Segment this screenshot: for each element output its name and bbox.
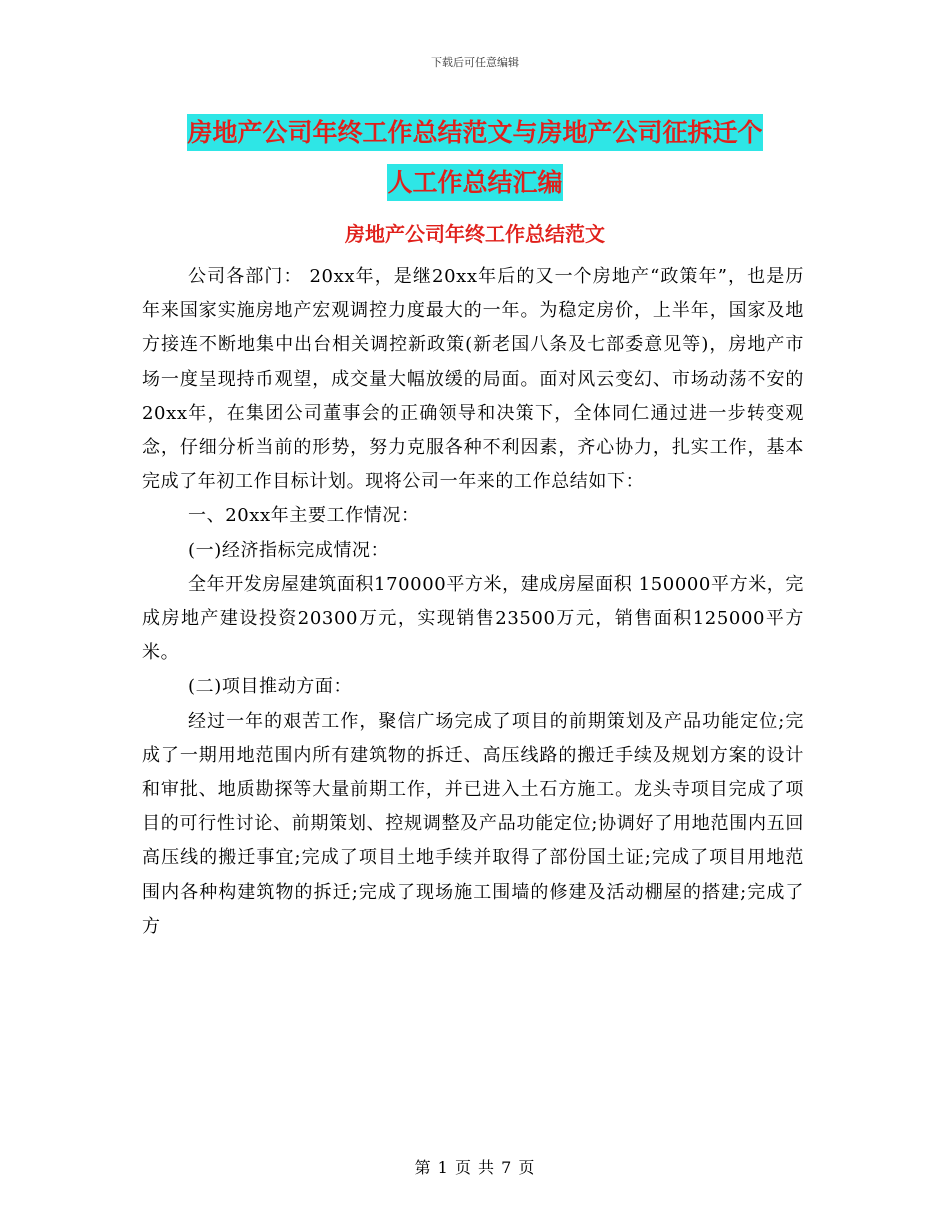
header-note: 下载后可任意编辑 xyxy=(431,56,519,69)
paragraph: 经过一年的艰苦工作，聚信广场完成了项目的前期策划及产品功能定位;完成了一期用地范围内所有建筑物的拆迁、高压线路的搬迁手续及规划方案的设计和审批、地质勘探等大量前期工作，并已进入土石方施工。龙头寺项目完成了项目的可行性讨论、前期策划、控规调整及产品功能定位;协调好了用地范围内五回高压线的搬迁事宜;完成了项目土地手续并取得了部份国土证;完成了项目用地范围内各种构建筑物的拆迁;完成了现场施工围墙的修建及活动棚屋的搭建;完成了方 xyxy=(142,710,804,937)
paragraph: (二)项目推动方面： xyxy=(188,676,353,698)
paragraph: 一、20xx年主要工作情况： xyxy=(188,505,420,527)
paragraph: 公司各部门： 20xx年，是继20xx年后的又一个房地产“政策年”，也是历年来国家实施房地产宏观调控力度最大的一年。为稳定房价，上半年，国家及地方接连不断地集中出台相关调控新政策(新老国八条及七部委意见等)，房地产市场一度呈现持币观望，成交量大幅放缓的局面。面对风云变幻、市场动荡不安的20xx年，在集团公司董事会的正确领导和决策下，全体同仁通过进一步转变观念，仔细分析当前的形势，努力克服各种不利因素，齐心协力，扎实工作，基本完成了年初工作目标计划。现将公司一年来的工作总结如下： xyxy=(142,266,804,493)
main-title xyxy=(140,108,810,208)
page-footer: 第 1 页 共 7 页 xyxy=(414,1158,536,1177)
paragraph: 全年开发房屋建筑面积170000平方米，建成房屋面积 150000平方米，完成房地产建设投资20300万元，实现销售23500万元，销售面积125000平方米。 xyxy=(142,573,804,664)
body-text xyxy=(142,260,804,944)
main-title-line-2: 人工作总结汇编 xyxy=(387,164,562,201)
main-title-line-1: 房地产公司年终工作总结范文与房地产公司征拆迁个 xyxy=(187,114,762,151)
section-title: 房地产公司年终工作总结范文 xyxy=(345,222,605,246)
paragraph: (一)经济指标完成情况： xyxy=(188,539,390,561)
